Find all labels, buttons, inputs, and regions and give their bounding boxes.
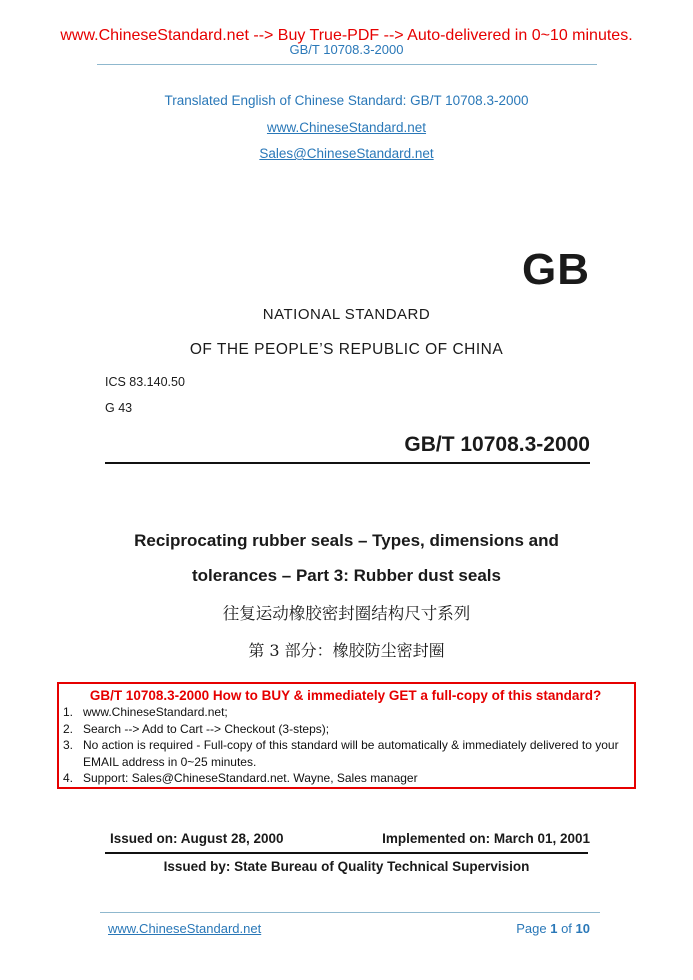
classification-code: G 43	[105, 401, 133, 415]
buy-step-number: 4.	[63, 771, 74, 785]
page-indicator	[516, 921, 590, 936]
doc-code-header: GB/T 10708.3-2000	[289, 42, 404, 57]
page-word: Page	[516, 921, 547, 936]
buy-step-text: Search --> Add to Cart --> Checkout (3-steps);	[83, 721, 330, 736]
national-standard-title: NATIONAL STANDARD	[262, 306, 431, 323]
standard-code: GB/T 10708.3-2000	[404, 433, 590, 456]
buy-step-number: 1.	[63, 705, 74, 719]
issued-by-line: Issued by: State Bureau of Quality Technical Supervision	[163, 859, 530, 874]
footer-divider	[100, 912, 600, 913]
issue-divider	[105, 852, 588, 854]
of-word: of	[561, 921, 572, 936]
title-english-line2: tolerances – Part 3: Rubber dust seals	[192, 566, 501, 585]
buy-step-number: 2.	[63, 721, 74, 736]
title-english-line1: Reciprocating rubber seals – Types, dimensions and	[134, 531, 559, 550]
promo-banner: www.ChineseStandard.net --> Buy True-PDF --> Auto-delivered in 0~10 minutes.	[60, 27, 633, 44]
buy-info-box	[57, 682, 636, 789]
standard-code-rule	[105, 462, 590, 464]
page-current: 1	[550, 921, 558, 936]
implemented-on-date: Implemented on: March 01, 2001	[382, 831, 590, 846]
buy-step-text: No action is required - Full-copy of this standard will be automatically & immediately delivered to your EMAIL address in 0~25 minutes.	[83, 738, 619, 769]
buy-step-1	[63, 704, 628, 721]
gb-logo: GB	[522, 245, 590, 294]
header-divider	[97, 64, 597, 65]
site-link[interactable]: www.ChineseStandard.net	[266, 120, 427, 135]
buy-step-number: 3.	[63, 738, 74, 752]
issued-on-date: Issued on: August 28, 2000	[110, 831, 284, 846]
buy-step-2	[63, 721, 628, 738]
ics-code: ICS 83.140.50	[105, 375, 185, 389]
sales-email-link[interactable]: Sales@ChineseStandard.net	[259, 146, 434, 161]
page-total: 10	[575, 921, 590, 936]
translated-standard-line: Translated English of Chinese Standard: GB/T 10708.3-2000	[164, 93, 529, 108]
buy-step-3	[63, 737, 628, 770]
title-chinese-line1: 往复运动橡胶密封圈结构尺寸系列	[222, 604, 471, 623]
buy-box-heading: GB/T 10708.3-2000 How to BUY & immediately GET a full-copy of this standard?	[89, 688, 602, 703]
buy-step-text: Support: Sales@ChineseStandard.net. Wayne, Sales manager	[83, 771, 418, 785]
buy-step-4	[63, 770, 628, 787]
footer-site-link[interactable]: www.ChineseStandard.net	[108, 921, 262, 936]
title-chinese-line2: 第 3 部分：橡胶防尘密封圈	[248, 641, 445, 660]
republic-of-china-title: OF THE PEOPLE’S REPUBLIC OF CHINA	[189, 341, 504, 358]
buy-step-text: www.ChineseStandard.net;	[83, 705, 228, 719]
